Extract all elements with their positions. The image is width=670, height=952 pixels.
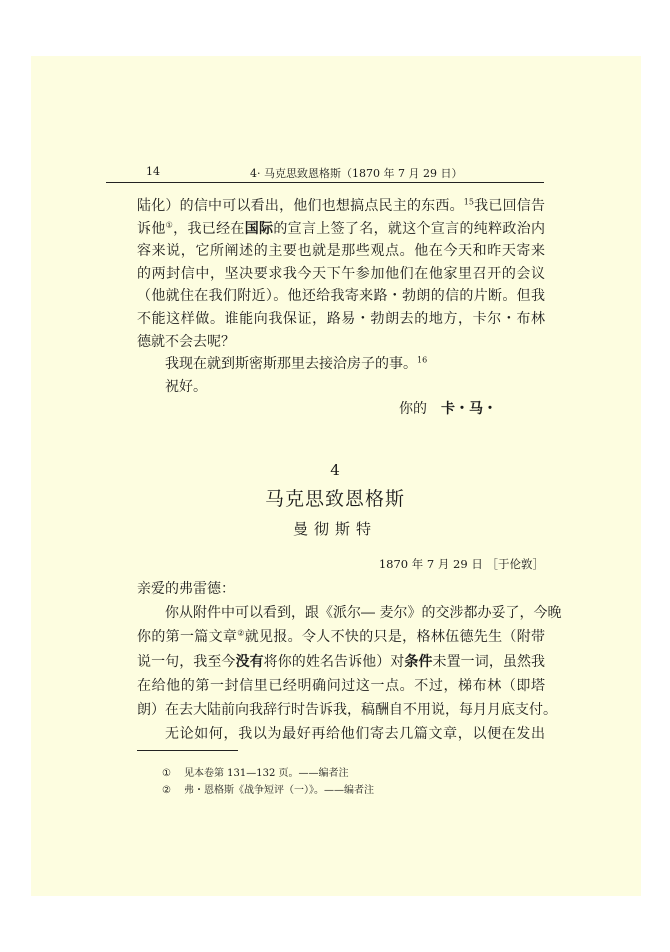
letter-4-body — [137, 577, 562, 746]
emphasis: 国际 — [244, 220, 274, 237]
text-line: 德就不会去呢？ — [137, 333, 235, 350]
section-title: 马克思致恩格斯 — [264, 488, 405, 510]
dateline: 1870 年 7 月 29 日 ［于伦敦］ — [378, 557, 544, 571]
signature — [137, 398, 545, 424]
section-number: 4 — [330, 461, 340, 479]
footnote-ref: ② — [237, 628, 245, 638]
text-line: （他就住在我们附近）。他还给我寄来路・勃朗的信的片断。但我 — [137, 288, 545, 305]
text-line: 朗）在去大陆前向我辞行时告诉我，稿酬自不用说，每月月底支付。 — [137, 701, 557, 718]
text-line: 你从附件中可以看到，跟《派尔― 麦尔》的交涉都办妥了，今晚 — [165, 605, 562, 622]
letter-3-continuation — [137, 195, 545, 424]
signature-name: 卡・马・ — [441, 401, 497, 418]
emphasis: 条件 — [404, 653, 433, 670]
running-title: 4· 马克思致恩格斯（1870 年 7 月 29 日） — [250, 167, 463, 180]
text-line: 陆化）的信中可以看出，他们也想搞点民主的东西。$^{15}$我已回信告 — [137, 197, 546, 214]
signature-yours: 你的 — [399, 401, 427, 418]
endnote-ref: 16 — [417, 355, 428, 365]
closing: 祝好。 — [165, 378, 207, 395]
page-number: 14 — [146, 165, 160, 178]
text-line: 容来说，它所阐述的主要也就是那些观点。他在今天和昨天寄来 — [137, 243, 545, 260]
section-place: 曼彻斯特 — [292, 520, 377, 538]
text-line: 的两封信中，坚决要求我今天下午参加他们在他家里召开的会议 — [137, 265, 545, 282]
paragraph: 我现在就到斯密斯那里去接洽房子的事。$^{16}$ — [165, 355, 428, 373]
text-line: 无论如何，我以为最好再给他们寄去几篇文章，以便在发出 — [165, 726, 545, 743]
running-header — [106, 162, 544, 183]
text-line: 你的第一篇文章②就见报。令人不快的只是，格林伍德先生（附带 — [137, 628, 546, 646]
footnote-rule — [137, 750, 238, 751]
endnote-ref: 15 — [463, 197, 474, 207]
salutation: 亲爱的弗雷德： — [137, 581, 235, 597]
text-line: 诉他①，我已经在国际的宣言上签了名，就这个宣言的纯粹政治内 — [137, 219, 546, 237]
footnote-ref: ① — [165, 219, 174, 229]
footnote: ① 见本卷第 131—132 页。——编者注 — [162, 768, 349, 779]
footnote: ② 弗・恩格斯《战争短评（一）》。——编者注 — [162, 784, 374, 796]
text-line: 说一句，我至今没有将你的姓名告诉他）对条件未置一词，虽然我 — [137, 653, 546, 670]
text-line: 在给他的第一封信里已经明确问过这一点。不过，梯布林（即塔 — [137, 677, 545, 694]
text-line: 不能这样做。谁能向我保证，路易・勃朗去的地方，卡尔・布林 — [137, 310, 545, 327]
footnotes — [162, 766, 374, 799]
emphasis: 没有 — [235, 653, 264, 670]
